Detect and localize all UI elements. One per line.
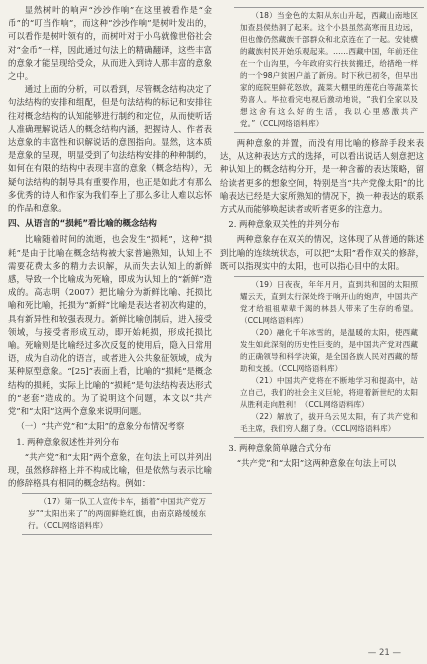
example-text: （22）解放了，拔开乌云见太阳，有了共产党和毛主席，我们穷人翻了身。（CCL网络语料库） <box>240 412 418 434</box>
subsection-heading: 2. 两种意象双关性的并列分布 <box>228 219 340 230</box>
page-number: — 21 — <box>367 648 401 658</box>
subsection-heading: 1. 两种意象叙述性并列分布 <box>16 436 120 447</box>
paragraph: 通过上面的分析，可以看到，尽管概念结构决定了句法结构的安排和组配，但是句法结构的标记和安排往往对概念结构的认知能够进行制约和定位，从而使听话人准确理解说话人的概念结构内涵，把握诗人、作者表达意象的丰富性和识解说话的意图指向。显然，这本质是意象的呈现，明显受到了句法结构安排的种种制约，如何在有限的结构中表现丰富的意象（概念结构），无疑句法结构的制导具有重要作用，也正是如此才有那么多优秀的诗人和作家为我们奉上了那么多让人难以忘怀的作品和意象。 <box>8 84 212 214</box>
paragraph: 两种意象存在双关的情况，这体现了从普通的陈述到比喻的连续统状态，可以把“太阳”看作双关的修辞，既可以指现实中的太阳，也可以指心目中的太阳。 <box>220 234 424 271</box>
subsection-heading: 3. 两种意象简单融合式分布 <box>228 443 332 454</box>
example-text: （20）融化千年冰雪的，是温暖的太阳，使西藏发生如此深刻的历史性巨变的，是中国共产党对西藏的正确领导和科学决策，是全国各族人民对西藏的帮助和支援。（CCL网络语料库） <box>240 328 418 374</box>
example-block <box>234 276 424 438</box>
left-column <box>8 4 212 539</box>
example-text: （21）中国共产党将在不断地学习和提高中，站立自己，我们的社会主义巨轮，将迎着新世纪的太阳从胜利走向胜利！（CCL网络语料库） <box>240 376 418 410</box>
section-heading: 四、从语言的“损耗”看比喻的概念结构 <box>8 219 157 230</box>
paragraph: “共产党”和“太阳”两个意象，在句法上可以并列出现，虽然修辞格上并不构成比喻，但是依然与表示比喻的修辞格具有相同的概念结构。例如： <box>8 451 212 489</box>
paragraph: 两种意象的并置，而没有用比喻的修辞手段来表达，从这种表达方式的选择，可以看出说话人刻意把这种认知上的概念结构分开，是一种含蓄的表达策略，留给读者更多的想象空间，特别是当“共产党像太阳”的比喻表达已经是大家所熟知的情况下，换一种表达的联系方式从而能够唤起读者或听者更多的注意力。 <box>220 138 424 215</box>
right-column <box>220 4 424 470</box>
paragraph: 显然树叶的响声“沙沙作响”在这里被看作是“金币”的“叮当作响”，而这种“沙沙作响”是树叶发出的，可以看作是树叶领有的，而树叶对于小鸟就像世俗社会对“金币”一样，因此通过句法上的精确翻译，这些丰富的意象才能呈现给受众，从而进入到诗人那丰富的意象之中。 <box>8 5 212 82</box>
example-text: （19）日夜夜，年年月月，直到共和国的太阳照耀云天，直到太行深处终于响开山的炮声，中国共产党才给祖祖辈辈千渴的林县人带来了生存的希望。（CCL网络语料库） <box>240 280 418 326</box>
subsection-heading: （一）“共产党”和“太阳”的意象分布情况考察 <box>16 421 185 432</box>
example-text: （18）当金色的太阳从东山升起，西藏山南地区加查县侯热洞了起来。这个小县虽然高寒而且边远，但也像仍然藏族千部群众和北京连在了一起。安徒横的藏族村民开始乐观起来。……西藏中国，年前还住在一个山沟里，今年政府实行扶贫搬迁，给措绝一样的一个98户贫困户盖了新房。时下秋已初冬，但早出家的庭院里鲜花怒放，蔬菜大棚里的莲花白等蔬菜长势喜人。毕拉看完电视后激动地说，“我们全家以及想这舍有这么好的生活，我以心里感激共产党。”（CCL网络语料库） <box>240 11 418 128</box>
paragraph: “共产党”和“太阳”这两种意象在句法上可以 <box>236 458 397 469</box>
example-block <box>22 493 212 535</box>
example-block <box>234 7 424 133</box>
example-text: （17）第一队工人宣传卡车，插着“中国共产党万岁”“太阳出来了”的两面鲜艳红旗，由南京路缓缓东行。（CCL网络语料库） <box>28 497 206 531</box>
paragraph: 比喻随着时间的流逝，也会发生“损耗”，这种“损耗”是由于比喻在概念结构被大家普遍熟知，认知上不需要花费太多的精力去识解，从而失去认知上的新鲜感，导致一个比喻成为死喻，即成为认知上的“新鲜”造成的。高志明（2007）把比喻分为新鲜比喻、托损比喻和死比喻，托损为“新鲜”比喻是表达者初次构建的，具有新异性和较强表现力。新鲜比喻创制后，进入接受领域，与接受者形成互动，即开始耗损，形成托损比喻。死喻则是比喻经过多次反复的使用后，隐入日常用语，成为自动化的语言，或者进入公共象征领域，成为某种原型意象。“[25]”表面上看，比喻的“损耗”是概念结构的损耗，实际上比喻的“损耗”是句法结构表达形式的“老套”造成的。为了说明这个问题，本文以“共产党”和“太阳”这两个意象来说明问题。 <box>8 234 212 417</box>
